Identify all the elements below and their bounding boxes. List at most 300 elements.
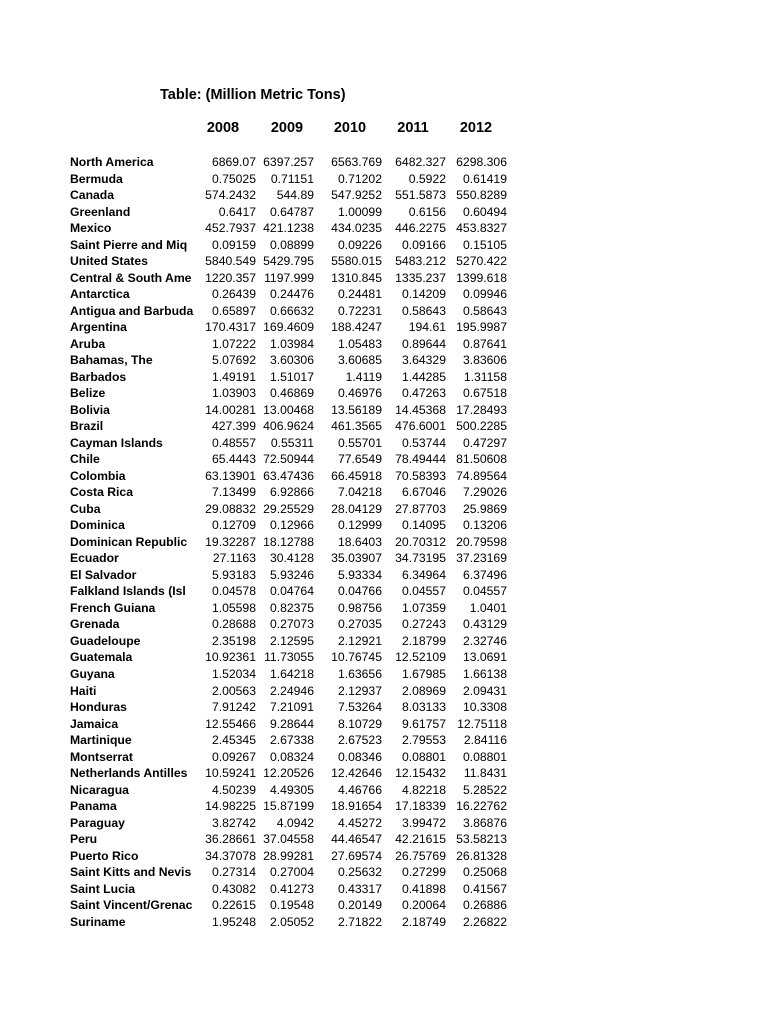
- row-value-2009: 37.04558: [263, 832, 314, 847]
- row-value-2009: 0.66632: [269, 303, 314, 318]
- row-value-2008: 36.28661: [205, 832, 256, 847]
- row-value-2008: 14.00281: [205, 402, 256, 417]
- row-value-2010: 1.05483: [337, 336, 382, 351]
- row-value-2008: 7.91242: [211, 700, 256, 715]
- row-value-2012: 26.81328: [456, 848, 507, 863]
- table-row: [0, 864, 768, 881]
- row-value-2009: 63.47436: [263, 468, 314, 483]
- row-value-2011: 0.89644: [401, 336, 446, 351]
- row-value-2008: 14.98225: [205, 799, 256, 814]
- row-value-2009: 0.08324: [269, 749, 314, 764]
- row-country-name: Bermuda: [70, 171, 123, 186]
- row-value-2012: 2.26822: [462, 914, 507, 929]
- table-row: [0, 716, 768, 733]
- row-value-2008: 0.09159: [211, 237, 256, 252]
- row-value-2008: 5.07692: [211, 353, 256, 368]
- row-value-2010: 2.71822: [337, 914, 382, 929]
- row-value-2011: 2.18749: [401, 914, 446, 929]
- row-value-2010: 0.43317: [337, 881, 382, 896]
- row-country-name: Montserrat: [70, 749, 133, 764]
- row-country-name: Martinique: [70, 733, 132, 748]
- row-value-2009: 2.24946: [269, 683, 314, 698]
- row-value-2012: 11.8431: [463, 766, 507, 781]
- row-value-2011: 6.34964: [401, 567, 446, 582]
- row-value-2010: 0.12999: [337, 518, 382, 533]
- row-value-2009: 1197.999: [264, 270, 314, 285]
- row-value-2008: 3.82742: [211, 815, 256, 830]
- row-value-2009: 1.64218: [269, 666, 314, 681]
- row-value-2009: 0.12966: [269, 518, 314, 533]
- table-row: [0, 897, 768, 914]
- row-value-2011: 0.27243: [401, 617, 446, 632]
- table-row: [0, 369, 768, 386]
- row-value-2011: 1.67985: [401, 666, 446, 681]
- table-row: [0, 649, 768, 666]
- row-value-2011: 1335.237: [395, 270, 446, 285]
- row-value-2009: 5429.795: [263, 254, 314, 269]
- row-country-name: Saint Lucia: [70, 881, 136, 896]
- row-value-2010: 5.93334: [337, 567, 382, 582]
- row-country-name: Brazil: [70, 419, 104, 434]
- row-value-2009: 11.73055: [264, 650, 314, 665]
- row-value-2009: 0.08899: [269, 237, 314, 252]
- row-value-2009: 0.64787: [269, 204, 314, 219]
- table-row: [0, 881, 768, 898]
- row-value-2011: 34.73195: [395, 551, 446, 566]
- row-value-2011: 0.20064: [401, 898, 446, 913]
- row-value-2012: 500.2285: [456, 419, 507, 434]
- row-value-2012: 6.37496: [462, 567, 507, 582]
- row-country-name: Cuba: [70, 501, 101, 516]
- row-value-2010: 0.09226: [337, 237, 382, 252]
- row-value-2011: 20.70312: [395, 534, 446, 549]
- row-value-2012: 0.09946: [462, 287, 507, 302]
- row-value-2008: 0.12709: [211, 518, 256, 533]
- row-country-name: Mexico: [70, 221, 112, 236]
- row-value-2010: 10.76745: [331, 650, 382, 665]
- row-value-2009: 0.46869: [269, 386, 314, 401]
- table-row: [0, 154, 768, 171]
- table-row: [0, 402, 768, 419]
- row-value-2009: 169.4609: [263, 320, 314, 335]
- row-value-2010: 0.20149: [337, 898, 382, 913]
- table-row: [0, 171, 768, 188]
- row-value-2008: 1.05598: [211, 600, 256, 615]
- row-value-2012: 13.0691: [462, 650, 507, 665]
- row-value-2012: 16.22762: [456, 799, 507, 814]
- row-country-name: Costa Rica: [70, 485, 133, 500]
- row-value-2011: 70.58393: [395, 468, 446, 483]
- row-value-2012: 2.84116: [463, 733, 507, 748]
- table-row: [0, 484, 768, 501]
- table-row: [0, 220, 768, 237]
- table-row: [0, 418, 768, 435]
- row-value-2011: 2.08969: [401, 683, 446, 698]
- row-value-2011: 0.5922: [408, 171, 446, 186]
- row-value-2010: 188.4247: [331, 320, 382, 335]
- table-row: [0, 501, 768, 518]
- row-value-2009: 5.93246: [269, 567, 314, 582]
- row-value-2009: 0.82375: [269, 600, 314, 615]
- row-value-2012: 2.09431: [462, 683, 507, 698]
- row-value-2010: 7.53264: [337, 700, 382, 715]
- row-value-2009: 30.4128: [269, 551, 314, 566]
- row-country-name: Barbados: [70, 369, 127, 384]
- row-value-2012: 195.9987: [456, 320, 507, 335]
- row-country-name: Saint Kitts and Nevis: [70, 865, 192, 880]
- row-value-2009: 0.24476: [269, 287, 314, 302]
- row-value-2009: 2.67338: [269, 733, 314, 748]
- row-value-2008: 27.1163: [212, 551, 256, 566]
- row-value-2009: 3.60306: [269, 353, 314, 368]
- row-country-name: Antigua and Barbuda: [70, 303, 194, 318]
- row-country-name: North America: [70, 155, 154, 169]
- table-row: [0, 765, 768, 782]
- table-row: [0, 253, 768, 270]
- row-value-2010: 0.27035: [337, 617, 382, 632]
- row-value-2012: 3.86876: [462, 815, 507, 830]
- table-row: [0, 798, 768, 815]
- row-value-2010: 4.46766: [337, 782, 382, 797]
- table-row: [0, 567, 768, 584]
- row-value-2012: 10.3308: [462, 700, 507, 715]
- row-value-2009: 0.19548: [269, 898, 314, 913]
- row-value-2011: 3.99472: [401, 815, 446, 830]
- year-header-row: [0, 120, 768, 140]
- row-value-2012: 0.25068: [462, 865, 507, 880]
- row-value-2011: 0.09166: [401, 237, 446, 252]
- row-value-2012: 17.28493: [456, 402, 507, 417]
- row-country-name: Netherlands Antilles: [70, 766, 188, 781]
- row-value-2008: 10.59241: [205, 766, 256, 781]
- row-value-2011: 0.04557: [401, 584, 446, 599]
- row-value-2010: 7.04218: [337, 485, 382, 500]
- row-value-2009: 4.0942: [276, 815, 314, 830]
- row-value-2011: 14.45368: [395, 402, 446, 417]
- row-value-2011: 1.07359: [401, 600, 446, 615]
- year-header-2011: 2011: [397, 120, 429, 136]
- row-country-name: United States: [70, 254, 148, 269]
- row-value-2010: 2.12921: [337, 633, 382, 648]
- row-value-2009: 406.9624: [263, 419, 314, 434]
- row-value-2012: 1.31158: [463, 369, 507, 384]
- row-value-2012: 25.9869: [462, 501, 507, 516]
- row-value-2012: 5270.422: [456, 254, 507, 269]
- table-row: [0, 914, 768, 931]
- row-value-2010: 4.45272: [337, 815, 382, 830]
- year-header-2008: 2008: [206, 120, 240, 136]
- row-value-2008: 0.27314: [211, 865, 256, 880]
- row-value-2008: 0.48557: [211, 435, 256, 450]
- row-value-2010: 0.46976: [337, 386, 382, 401]
- row-value-2011: 26.75769: [395, 848, 446, 863]
- row-value-2008: 12.55466: [205, 716, 256, 731]
- row-value-2008: 1.52034: [211, 666, 256, 681]
- table-row: [0, 435, 768, 452]
- table-row: [0, 848, 768, 865]
- table-row: [0, 187, 768, 204]
- row-value-2012: 0.26886: [462, 898, 507, 913]
- row-value-2008: 10.92361: [205, 650, 256, 665]
- row-value-2012: 1399.618: [456, 270, 507, 285]
- row-value-2011: 0.27299: [401, 865, 446, 880]
- row-country-name: Dominica: [70, 518, 125, 533]
- data-table-body: [0, 154, 768, 930]
- row-value-2011: 0.14209: [401, 287, 446, 302]
- row-value-2012: 0.58643: [462, 303, 507, 318]
- row-country-name: Paraguay: [70, 815, 125, 830]
- row-value-2008: 1.03903: [211, 386, 256, 401]
- table-row: [0, 534, 768, 551]
- row-value-2011: 27.87703: [395, 501, 446, 516]
- row-value-2012: 2.32746: [462, 633, 507, 648]
- row-value-2011: 194.61: [408, 320, 446, 335]
- row-value-2012: 1.66138: [462, 666, 507, 681]
- row-value-2008: 0.65897: [211, 303, 256, 318]
- row-value-2012: 0.08801: [462, 749, 507, 764]
- row-value-2009: 0.27073: [269, 617, 314, 632]
- row-value-2008: 0.09267: [211, 749, 256, 764]
- row-value-2010: 0.04766: [337, 584, 382, 599]
- row-value-2009: 15.87199: [263, 799, 314, 814]
- row-value-2012: 6298.306: [456, 155, 507, 169]
- row-value-2008: 0.75025: [211, 171, 256, 186]
- row-value-2010: 5580.015: [331, 254, 382, 269]
- row-value-2010: 547.9252: [331, 188, 382, 203]
- row-country-name: Guadeloupe: [70, 633, 141, 648]
- row-value-2011: 0.58643: [401, 303, 446, 318]
- row-value-2012: 0.43129: [462, 617, 507, 632]
- row-value-2008: 6869.07: [211, 155, 256, 169]
- row-value-2012: 20.79598: [456, 534, 507, 549]
- row-value-2010: 77.6549: [337, 452, 382, 467]
- row-value-2012: 453.8327: [456, 221, 507, 236]
- row-value-2008: 63.13901: [205, 468, 256, 483]
- row-value-2008: 0.43082: [211, 881, 256, 896]
- row-value-2011: 1.44285: [401, 369, 446, 384]
- row-value-2011: 9.61757: [401, 716, 446, 731]
- row-country-name: Grenada: [70, 617, 120, 632]
- row-value-2011: 12.15432: [395, 766, 446, 781]
- row-value-2009: 18.12788: [263, 534, 314, 549]
- row-country-name: Bahamas, The: [70, 353, 153, 368]
- row-value-2008: 5.93183: [211, 567, 256, 582]
- row-value-2012: 37.23169: [456, 551, 507, 566]
- row-value-2011: 476.6001: [395, 419, 446, 434]
- row-value-2010: 434.0235: [331, 221, 382, 236]
- row-value-2008: 0.6417: [218, 204, 256, 219]
- table-row: [0, 237, 768, 254]
- row-value-2010: 0.24481: [337, 287, 382, 302]
- row-country-name: Nicaragua: [70, 782, 129, 797]
- year-header-2010: 2010: [333, 120, 367, 136]
- row-value-2012: 0.15105: [462, 237, 507, 252]
- row-country-name: French Guiana: [70, 600, 156, 615]
- row-value-2011: 446.2275: [395, 221, 446, 236]
- row-country-name: Panama: [70, 799, 117, 814]
- row-value-2012: 7.29026: [462, 485, 507, 500]
- row-country-name: Saint Pierre and Miq: [70, 237, 188, 252]
- row-value-2012: 5.28522: [462, 782, 507, 797]
- table-row: [0, 633, 768, 650]
- row-value-2009: 0.71151: [270, 171, 314, 186]
- table-row: [0, 352, 768, 369]
- row-value-2008: 2.45345: [211, 733, 256, 748]
- row-value-2009: 1.51017: [269, 369, 314, 384]
- row-value-2008: 0.04578: [211, 584, 256, 599]
- row-value-2010: 12.42646: [331, 766, 382, 781]
- row-value-2008: 65.4443: [211, 452, 256, 467]
- row-value-2010: 27.69574: [331, 848, 382, 863]
- row-value-2010: 18.6403: [337, 534, 382, 549]
- row-value-2010: 66.45918: [331, 468, 382, 483]
- row-value-2009: 0.41273: [269, 881, 314, 896]
- row-country-name: Suriname: [70, 914, 126, 929]
- row-value-2011: 2.18799: [401, 633, 446, 648]
- row-value-2010: 2.12937: [337, 683, 382, 698]
- row-value-2012: 0.47297: [462, 435, 507, 450]
- row-country-name: Canada: [70, 188, 115, 203]
- table-row: [0, 319, 768, 336]
- row-value-2010: 0.55701: [337, 435, 382, 450]
- row-value-2008: 19.32287: [205, 534, 256, 549]
- row-value-2009: 421.1238: [263, 221, 314, 236]
- row-value-2011: 5483.212: [395, 254, 446, 269]
- table-row: [0, 270, 768, 287]
- row-value-2008: 1220.357: [205, 270, 256, 285]
- row-country-name: Haiti: [70, 683, 97, 698]
- row-value-2010: 35.03907: [331, 551, 382, 566]
- row-country-name: Cayman Islands: [70, 435, 163, 450]
- row-value-2009: 13.00468: [263, 402, 314, 417]
- row-value-2012: 53.58213: [456, 832, 507, 847]
- row-country-name: Guyana: [70, 666, 115, 681]
- row-value-2008: 170.4317: [205, 320, 256, 335]
- table-row: [0, 451, 768, 468]
- table-row: [0, 831, 768, 848]
- table-row: [0, 286, 768, 303]
- year-header-2009: 2009: [270, 120, 304, 136]
- row-value-2009: 9.28644: [269, 716, 314, 731]
- row-value-2009: 2.12595: [269, 633, 314, 648]
- row-value-2009: 6397.257: [263, 155, 314, 169]
- row-value-2010: 0.08346: [337, 749, 382, 764]
- row-value-2010: 44.46547: [331, 832, 382, 847]
- table-row: [0, 204, 768, 221]
- row-value-2009: 12.20526: [263, 766, 314, 781]
- row-country-name: Central & South Ame: [70, 270, 192, 285]
- row-country-name: Dominican Republic: [70, 534, 188, 549]
- row-country-name: Bolivia: [70, 402, 110, 417]
- row-value-2012: 0.41567: [462, 881, 507, 896]
- table-row: [0, 468, 768, 485]
- row-value-2009: 6.92866: [269, 485, 314, 500]
- row-value-2009: 28.99281: [263, 848, 314, 863]
- row-value-2009: 0.27004: [269, 865, 314, 880]
- row-value-2009: 2.05052: [269, 914, 314, 929]
- row-value-2008: 452.7937: [205, 221, 256, 236]
- row-country-name: Falkland Islands (Isl: [70, 584, 186, 599]
- row-country-name: Jamaica: [70, 716, 119, 731]
- row-value-2011: 551.5873: [395, 188, 446, 203]
- row-value-2010: 0.72231: [337, 303, 382, 318]
- row-value-2012: 3.83606: [462, 353, 507, 368]
- row-value-2011: 8.03133: [401, 700, 446, 715]
- row-country-name: El Salvador: [70, 567, 137, 582]
- row-value-2012: 74.89564: [456, 468, 507, 483]
- row-value-2011: 3.64329: [401, 353, 446, 368]
- row-value-2010: 0.25632: [337, 865, 382, 880]
- table-row: [0, 782, 768, 799]
- row-value-2008: 2.00563: [211, 683, 256, 698]
- row-value-2009: 544.89: [276, 188, 314, 203]
- row-value-2011: 0.53744: [401, 435, 446, 450]
- table-row: [0, 583, 768, 600]
- table-row: [0, 749, 768, 766]
- row-country-name: Argentina: [70, 320, 127, 335]
- row-country-name: Ecuador: [70, 551, 119, 566]
- row-value-2010: 1310.845: [331, 270, 382, 285]
- table-title: Table: (Million Metric Tons): [160, 87, 346, 103]
- row-country-name: Aruba: [70, 336, 106, 351]
- table-row: [0, 815, 768, 832]
- row-value-2011: 0.6156: [408, 204, 446, 219]
- row-value-2010: 2.67523: [337, 733, 382, 748]
- row-value-2008: 2.35198: [211, 633, 256, 648]
- row-value-2011: 4.82218: [401, 782, 446, 797]
- row-value-2011: 0.41898: [401, 881, 446, 896]
- row-value-2008: 29.08832: [205, 501, 256, 516]
- row-value-2008: 34.37078: [205, 848, 256, 863]
- row-value-2010: 0.71202: [337, 171, 382, 186]
- row-value-2012: 0.60494: [462, 204, 507, 219]
- table-row: [0, 666, 768, 683]
- table-row: [0, 616, 768, 633]
- row-value-2010: 13.56189: [331, 402, 382, 417]
- row-value-2009: 1.03984: [269, 336, 314, 351]
- row-value-2012: 81.50608: [456, 452, 507, 467]
- table-row: [0, 517, 768, 534]
- row-value-2008: 4.50239: [211, 782, 256, 797]
- row-country-name: Puerto Rico: [70, 848, 139, 863]
- row-value-2010: 8.10729: [337, 716, 382, 731]
- row-value-2008: 5840.549: [205, 254, 256, 269]
- table-row: [0, 600, 768, 617]
- row-value-2010: 6563.769: [331, 155, 382, 169]
- row-value-2009: 0.04764: [269, 584, 314, 599]
- row-value-2010: 1.63656: [337, 666, 382, 681]
- row-value-2008: 0.22615: [211, 898, 256, 913]
- row-value-2010: 1.4119: [345, 369, 382, 384]
- table-row: [0, 336, 768, 353]
- row-value-2008: 0.26439: [211, 287, 256, 302]
- row-value-2011: 17.18339: [395, 799, 446, 814]
- row-value-2010: 461.3565: [331, 419, 382, 434]
- table-row: [0, 699, 768, 716]
- row-value-2012: 0.67518: [462, 386, 507, 401]
- row-value-2010: 28.04129: [331, 501, 382, 516]
- row-value-2010: 3.60685: [337, 353, 382, 368]
- row-value-2012: 550.8289: [456, 188, 507, 203]
- year-header-2012: 2012: [459, 120, 493, 136]
- row-value-2011: 6482.327: [395, 155, 446, 169]
- row-value-2012: 12.75118: [457, 716, 507, 731]
- table-row: [0, 683, 768, 700]
- row-value-2011: 42.21615: [395, 832, 446, 847]
- row-country-name: Greenland: [70, 204, 131, 219]
- row-value-2008: 1.07222: [211, 336, 256, 351]
- row-value-2012: 0.04557: [462, 584, 507, 599]
